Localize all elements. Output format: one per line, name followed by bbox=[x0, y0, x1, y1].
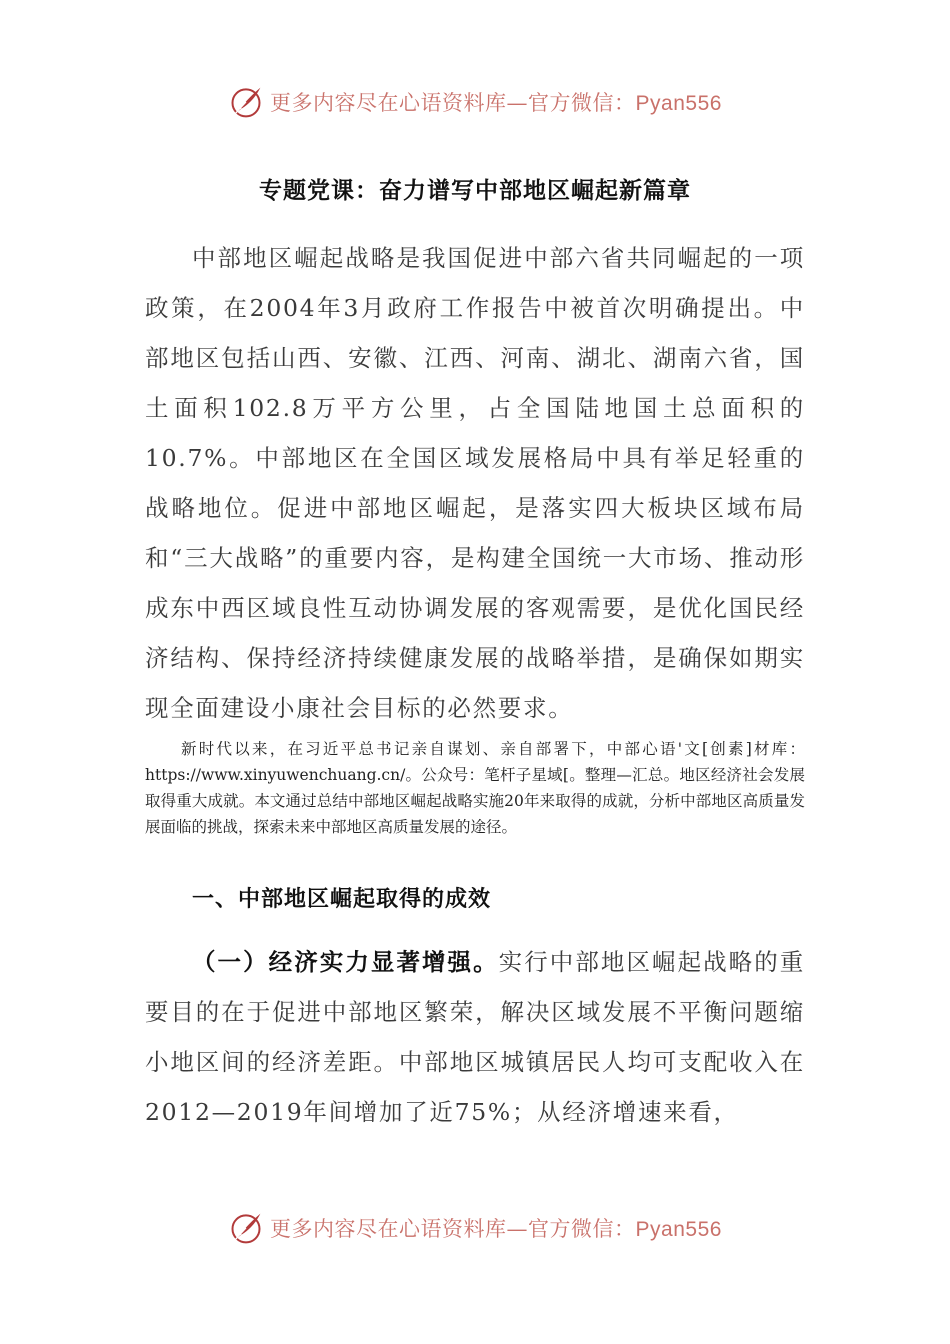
banner-text bbox=[270, 87, 722, 117]
section-heading: 一、中部地区崛起取得的成效 bbox=[192, 886, 492, 912]
banner-cn-text: 更多内容尽在心语资料库—官方微信： bbox=[270, 91, 636, 115]
quill-logo-icon bbox=[228, 1210, 264, 1246]
body-paragraph-economy bbox=[145, 937, 805, 1137]
quill-logo-icon bbox=[228, 84, 264, 120]
footer-banner-wechat-id: Pyan556 bbox=[635, 1218, 722, 1241]
document-title: 专题党课：奋力谱写中部地区崛起新篇章 bbox=[259, 177, 691, 204]
subsection-label: （一）经济实力显著增强。 bbox=[192, 948, 499, 976]
body-paragraph-intro: 中部地区崛起战略是我国促进中部六省共同崛起的一项政策，在2004年3月政府工作报告中被首次明确提出。中部地区包括山西、安徽、江西、河南、湖北、湖南六省，国土面积102.8万平方公里，占全国陆地国土总面积的10.7%。中部地区在全国区域发展格局中具有举足轻重的战略地位。促进中部地区崛起，是落实四大板块区域布局和“三大战略”的重要内容，是构建全国统一大市场、推动形成东中西区域良性互动协调发展的客观需要，是优化国民经济结构、保持经济持续健康发展的战略举措，是确保如期实现全面建设小康社会目标的必然要求。 bbox=[145, 244, 805, 722]
body-paragraph-small: 新时代以来，在习近平总书记亲自谋划、亲自部署下，中部心语'文[创素]材库：https://www.xinyuwenchuang.cn/。公众号：笔杆子星域[。整理—汇总。地区经济社会发展取得重大成就。本文通过总结中部地区崛起战略实施20年来取得的成就，分析中部地区高质量发展面临的挑战，探索未来中部地区高质量发展的途径。 bbox=[145, 740, 805, 836]
subsection-text: 实行中部地区崛起战略的重要目的在于促进中部地区繁荣，解决区域发展不平衡问题缩小地区间的经济差距。中部地区城镇居民人均可支配收入在2012—2019年间增加了近75%；从经济增速来看， bbox=[145, 948, 805, 1126]
banner-wechat-id: Pyan556 bbox=[635, 92, 722, 115]
header-banner bbox=[0, 82, 950, 122]
footer-banner bbox=[0, 1208, 950, 1248]
footer-banner-cn-text: 更多内容尽在心语资料库—官方微信： bbox=[270, 1217, 636, 1241]
footer-banner-text bbox=[270, 1213, 722, 1243]
